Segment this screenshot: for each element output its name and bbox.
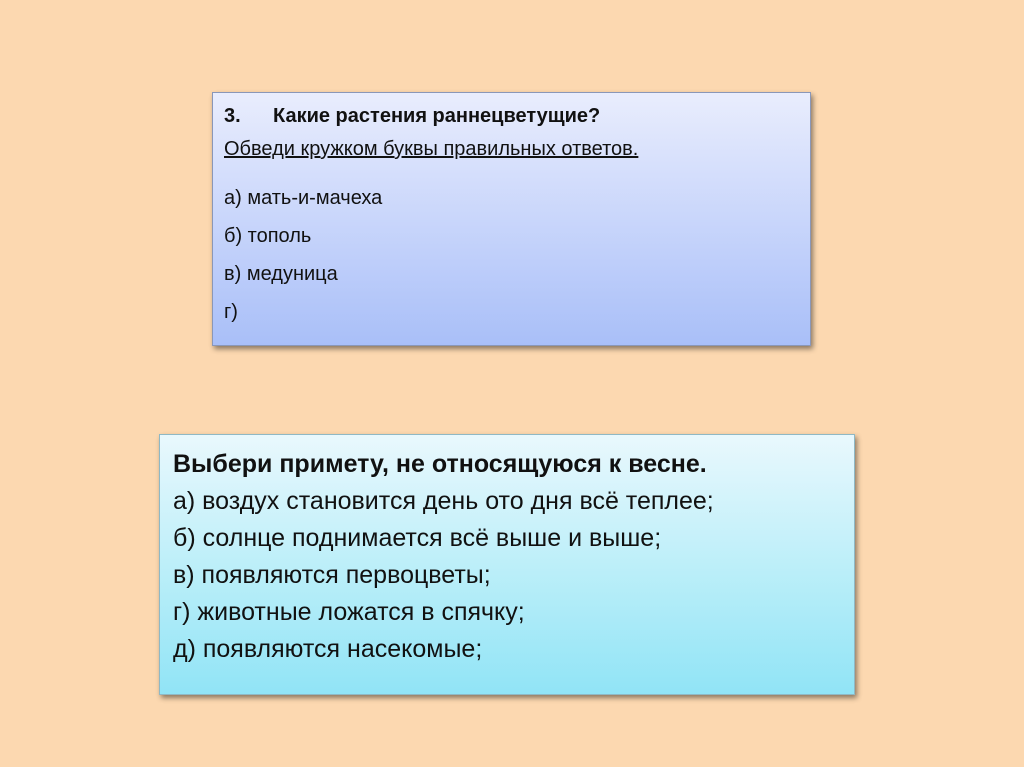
question-box [212,92,811,346]
question-option-g[interactable]: г) [224,301,238,323]
sign-option-d[interactable]: д) появляются насекомые; [173,635,483,663]
question-number: 3. [224,105,241,127]
question-instruction: Обведи кружком буквы правильных ответов. [224,138,639,160]
sign-option-a[interactable]: а) воздух становится день ото дня всё теплее; [173,487,714,515]
question-options [224,185,810,325]
question-option-b[interactable]: б) тополь [224,225,312,247]
sign-option-v[interactable]: в) появляются первоцветы; [173,561,491,589]
question-text: Какие растения раннецветущие? [273,105,601,127]
sign-box [159,434,855,695]
sign-option-g[interactable]: г) животные ложатся в спячку; [173,598,525,626]
sign-title: Выбери примету, не относящуюся к весне. [173,450,707,478]
question-option-a[interactable]: а) мать-и-мачеха [224,187,383,209]
question-title [224,103,810,129]
question-option-v[interactable]: в) медуница [224,263,338,285]
sign-option-b[interactable]: б) солнце поднимается всё выше и выше; [173,524,662,552]
